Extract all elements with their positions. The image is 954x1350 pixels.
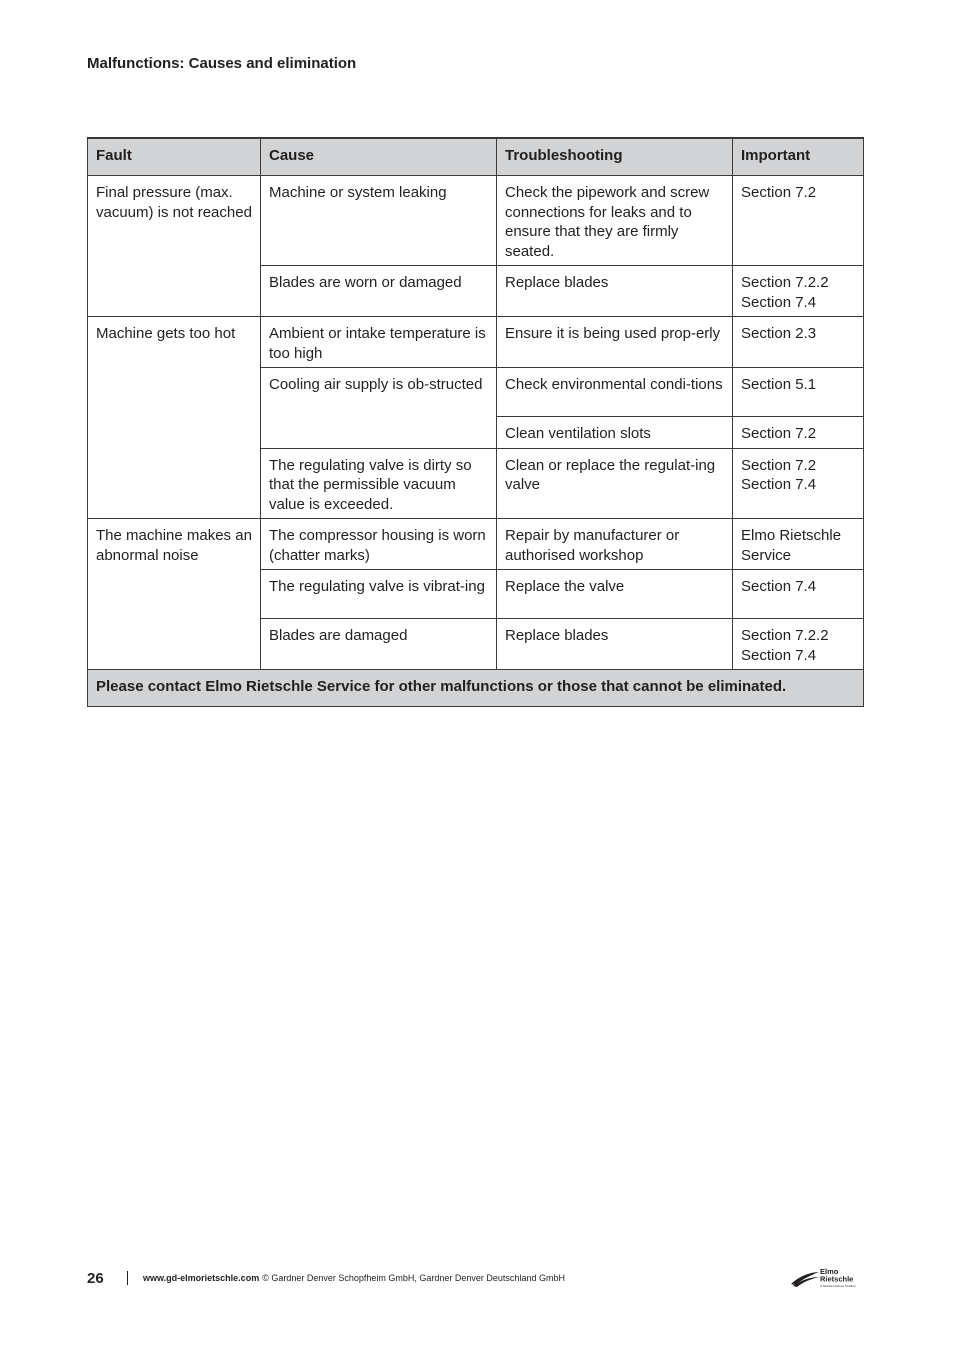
table-row — [88, 176, 864, 266]
logo-line-2: Rietschle — [820, 1274, 854, 1284]
table-row — [88, 519, 864, 570]
important-cell — [733, 176, 864, 266]
cause-cell: Machine or system leaking — [261, 176, 497, 266]
section-reference: Section 7.4 — [741, 476, 817, 493]
important-cell — [733, 317, 864, 368]
malfunctions-table — [87, 137, 864, 707]
troubleshooting-cell: Replace the valve — [497, 570, 733, 619]
page-number: 26 — [87, 1269, 104, 1287]
column-header-troubleshooting: Troubleshooting — [497, 138, 733, 176]
cause-cell: Blades are worn or damaged — [261, 266, 497, 317]
page-footer — [87, 1268, 565, 1288]
troubleshooting-cell: Clean or replace the regulat-ing valve — [497, 448, 733, 519]
important-cell — [733, 619, 864, 670]
table-row — [88, 317, 864, 368]
section-reference: Section 7.4 — [741, 578, 817, 595]
table-header-row — [88, 138, 864, 176]
page-title: Malfunctions: Causes and elimination — [87, 55, 357, 72]
troubleshooting-cell: Ensure it is being used prop-erly — [497, 317, 733, 368]
section-reference: Section 7.2 — [741, 184, 817, 201]
section-reference: Section 2.3 — [741, 325, 817, 342]
column-header-fault: Fault — [88, 138, 261, 176]
elmo-rietschle-logo — [789, 1266, 865, 1290]
section-reference: Section 7.2.2 — [741, 274, 829, 291]
important-cell — [733, 368, 864, 417]
fault-cell: Machine gets too hot — [88, 317, 261, 519]
logo-line-1: Elmo — [820, 1267, 839, 1276]
cause-cell: The regulating valve is vibrat-ing — [261, 570, 497, 619]
important-cell — [733, 266, 864, 317]
section-reference: Section 7.4 — [741, 646, 817, 664]
cause-cell: The compressor housing is worn (chatter marks) — [261, 519, 497, 570]
table-footnote-row — [88, 670, 864, 707]
section-reference: Section 7.2.2 — [741, 627, 829, 644]
column-header-important: Important — [733, 138, 864, 176]
fault-cell: Final pressure (max. vacuum) is not reached — [88, 176, 261, 317]
cause-cell: Cooling air supply is ob-structed — [261, 368, 497, 449]
important-cell — [733, 448, 864, 519]
website-link[interactable]: www.gd-elmorietschle.com — [143, 1273, 260, 1283]
troubleshooting-cell: Replace blades — [497, 266, 733, 317]
section-reference: Section 7.2 — [741, 456, 817, 474]
fault-cell: The machine makes an abnormal noise — [88, 519, 261, 670]
cause-cell: Ambient or intake temperature is too high — [261, 317, 497, 368]
section-reference: Elmo Rietschle Service — [741, 527, 842, 564]
important-cell — [733, 417, 864, 449]
service-note: Please contact Elmo Rietschle Service for other malfunctions or those that cannot be eliminated. — [88, 670, 864, 707]
logo-tagline: A Gardner Denver Product — [820, 1284, 856, 1288]
footer-divider — [127, 1271, 128, 1285]
section-reference: Section 7.2 — [741, 425, 817, 442]
troubleshooting-cell: Check the pipework and screw connections for leaks and to ensure that they are firmly seated. — [497, 176, 733, 266]
troubleshooting-cell: Clean ventilation slots — [497, 417, 733, 449]
column-header-cause: Cause — [261, 138, 497, 176]
important-cell — [733, 570, 864, 619]
cause-cell: Blades are damaged — [261, 619, 497, 670]
section-reference: Section 5.1 — [741, 376, 817, 393]
troubleshooting-cell: Repair by manufacturer or authorised workshop — [497, 519, 733, 570]
section-reference: Section 7.4 — [741, 293, 817, 311]
copyright-text: © Gardner Denver Schopfheim GmbH, Gardner Denver Deutschland GmbH — [262, 1273, 565, 1283]
swoosh-icon — [789, 1266, 865, 1290]
troubleshooting-cell: Replace blades — [497, 619, 733, 670]
troubleshooting-cell: Check environmental condi-tions — [497, 368, 733, 417]
important-cell — [733, 519, 864, 570]
cause-cell: The regulating valve is dirty so that the permissible vacuum value is exceeded. — [261, 448, 497, 519]
